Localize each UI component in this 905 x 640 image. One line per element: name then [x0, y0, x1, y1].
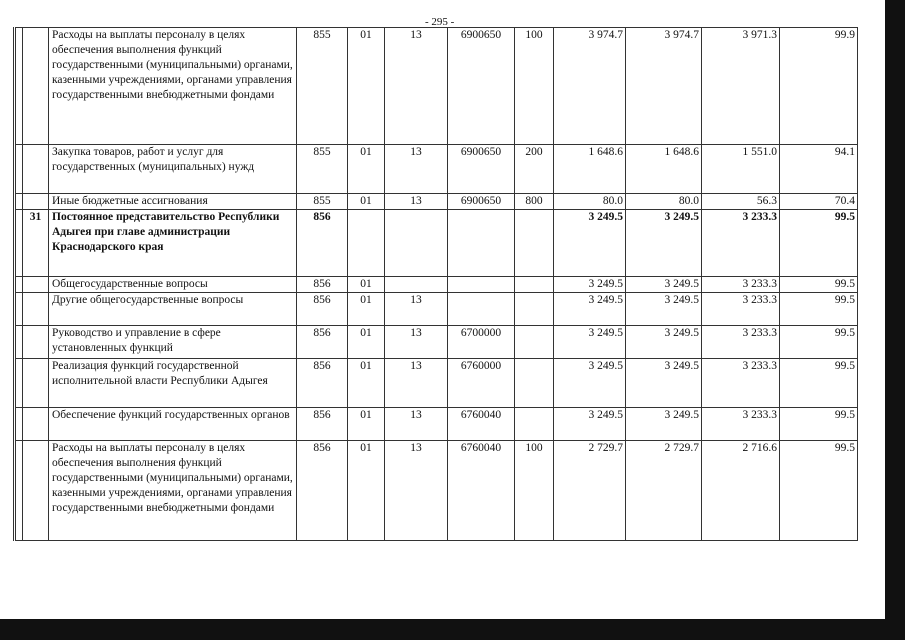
row-index [23, 293, 49, 326]
adjusted-amount: 3 249.5 [626, 408, 702, 441]
execution-percent: 99.5 [780, 359, 858, 408]
execution-percent: 99.5 [780, 326, 858, 359]
row-index [23, 145, 49, 194]
row-index: 31 [23, 210, 49, 277]
section-code: 01 [348, 441, 385, 541]
subsection-code [385, 277, 448, 293]
row-name: Иные бюджетные ассигнования [49, 194, 297, 210]
table-left-margin [15, 326, 23, 359]
row-name: Другие общегосударственные вопросы [49, 293, 297, 326]
row-index [23, 326, 49, 359]
row-index [23, 194, 49, 210]
subsection-code: 13 [385, 326, 448, 359]
subsection-code [385, 210, 448, 277]
execution-percent: 99.9 [780, 28, 858, 145]
actual-amount: 3 233.3 [702, 277, 780, 293]
table-row [15, 408, 858, 441]
ved-code: 856 [297, 277, 348, 293]
ved-code: 856 [297, 326, 348, 359]
table-left-margin [15, 145, 23, 194]
table-left-margin [15, 359, 23, 408]
budget-table-wrap [13, 27, 858, 541]
page-number: - 295 - [425, 16, 455, 28]
actual-amount: 3 971.3 [702, 28, 780, 145]
ved-code: 856 [297, 210, 348, 277]
subsection-code: 13 [385, 28, 448, 145]
expense-type-code [515, 277, 554, 293]
adjusted-amount: 3 249.5 [626, 210, 702, 277]
plan-amount: 3 249.5 [554, 210, 626, 277]
row-name: Обеспечение функций государственных органов [49, 408, 297, 441]
section-code: 01 [348, 194, 385, 210]
target-article-code: 6900650 [448, 194, 515, 210]
plan-amount: 3 249.5 [554, 277, 626, 293]
section-code [348, 210, 385, 277]
adjusted-amount: 3 249.5 [626, 293, 702, 326]
row-index [23, 277, 49, 293]
ved-code: 856 [297, 359, 348, 408]
section-code: 01 [348, 293, 385, 326]
execution-percent: 94.1 [780, 145, 858, 194]
ved-code: 856 [297, 441, 348, 541]
actual-amount: 3 233.3 [702, 408, 780, 441]
actual-amount: 1 551.0 [702, 145, 780, 194]
section-code: 01 [348, 28, 385, 145]
table-row [15, 359, 858, 408]
actual-amount: 3 233.3 [702, 326, 780, 359]
ved-code: 855 [297, 28, 348, 145]
row-name: Расходы на выплаты персоналу в целях обеспечения выполнения функций государственными (муниципальными) органами, казенными учреждениями, органами управления государственными внебюджетными фондами [49, 441, 297, 541]
actual-amount: 3 233.3 [702, 293, 780, 326]
subsection-code: 13 [385, 408, 448, 441]
expense-type-code [515, 359, 554, 408]
table-left-margin [15, 194, 23, 210]
actual-amount: 3 233.3 [702, 359, 780, 408]
execution-percent: 99.5 [780, 210, 858, 277]
expense-type-code: 100 [515, 441, 554, 541]
target-article-code [448, 293, 515, 326]
row-name: Расходы на выплаты персоналу в целях обеспечения выполнения функций государственными (муниципальными) органами, казенными учреждениями, органами управления государственными внебюджетными фондами [49, 28, 297, 145]
plan-amount: 3 249.5 [554, 359, 626, 408]
table-row [15, 326, 858, 359]
row-index [23, 441, 49, 541]
table-row [15, 293, 858, 326]
subsection-code: 13 [385, 441, 448, 541]
adjusted-amount: 1 648.6 [626, 145, 702, 194]
plan-amount: 3 249.5 [554, 293, 626, 326]
scan-edge-bottom [0, 619, 905, 640]
section-code: 01 [348, 359, 385, 408]
subsection-code: 13 [385, 293, 448, 326]
subsection-code: 13 [385, 194, 448, 210]
target-article-code: 6900650 [448, 28, 515, 145]
target-article-code: 6760040 [448, 408, 515, 441]
adjusted-amount: 3 249.5 [626, 277, 702, 293]
expense-type-code: 100 [515, 28, 554, 145]
section-code: 01 [348, 326, 385, 359]
subsection-code: 13 [385, 359, 448, 408]
subsection-code: 13 [385, 145, 448, 194]
budget-table [13, 27, 858, 541]
ved-code: 855 [297, 194, 348, 210]
target-article-code: 6700000 [448, 326, 515, 359]
row-name: Реализация функций государственной исполнительной власти Республики Адыгея [49, 359, 297, 408]
target-article-code [448, 277, 515, 293]
table-left-margin [15, 28, 23, 145]
actual-amount: 56.3 [702, 194, 780, 210]
table-row [15, 441, 858, 541]
ved-code: 856 [297, 293, 348, 326]
adjusted-amount: 3 249.5 [626, 359, 702, 408]
execution-percent: 70.4 [780, 194, 858, 210]
table-left-margin [15, 441, 23, 541]
table-row [15, 210, 858, 277]
row-name: Постоянное представительство Республики Адыгея при главе администрации Краснодарского края [49, 210, 297, 277]
execution-percent: 99.5 [780, 441, 858, 541]
table-body [15, 28, 858, 541]
adjusted-amount: 3 249.5 [626, 326, 702, 359]
table-left-margin [15, 210, 23, 277]
expense-type-code: 200 [515, 145, 554, 194]
table-row [15, 194, 858, 210]
row-name: Общегосударственные вопросы [49, 277, 297, 293]
plan-amount: 80.0 [554, 194, 626, 210]
target-article-code [448, 210, 515, 277]
row-name: Руководство и управление в сфере установленных функций [49, 326, 297, 359]
target-article-code: 6900650 [448, 145, 515, 194]
expense-type-code: 800 [515, 194, 554, 210]
adjusted-amount: 2 729.7 [626, 441, 702, 541]
actual-amount: 3 233.3 [702, 210, 780, 277]
plan-amount: 3 249.5 [554, 408, 626, 441]
table-left-margin [15, 277, 23, 293]
row-name: Закупка товаров, работ и услуг для государственных (муниципальных) нужд [49, 145, 297, 194]
plan-amount: 3 974.7 [554, 28, 626, 145]
ved-code: 855 [297, 145, 348, 194]
table-row [15, 28, 858, 145]
plan-amount: 1 648.6 [554, 145, 626, 194]
expense-type-code [515, 326, 554, 359]
target-article-code: 6760000 [448, 359, 515, 408]
expense-type-code [515, 408, 554, 441]
table-row [15, 277, 858, 293]
section-code: 01 [348, 408, 385, 441]
scan-edge-right [885, 0, 905, 640]
plan-amount: 3 249.5 [554, 326, 626, 359]
row-index [23, 359, 49, 408]
target-article-code: 6760040 [448, 441, 515, 541]
plan-amount: 2 729.7 [554, 441, 626, 541]
ved-code: 856 [297, 408, 348, 441]
adjusted-amount: 80.0 [626, 194, 702, 210]
execution-percent: 99.5 [780, 408, 858, 441]
expense-type-code [515, 293, 554, 326]
section-code: 01 [348, 145, 385, 194]
table-left-margin [15, 293, 23, 326]
adjusted-amount: 3 974.7 [626, 28, 702, 145]
table-row [15, 145, 858, 194]
row-index [23, 28, 49, 145]
execution-percent: 99.5 [780, 277, 858, 293]
row-index [23, 408, 49, 441]
execution-percent: 99.5 [780, 293, 858, 326]
expense-type-code [515, 210, 554, 277]
table-left-margin [15, 408, 23, 441]
section-code: 01 [348, 277, 385, 293]
actual-amount: 2 716.6 [702, 441, 780, 541]
